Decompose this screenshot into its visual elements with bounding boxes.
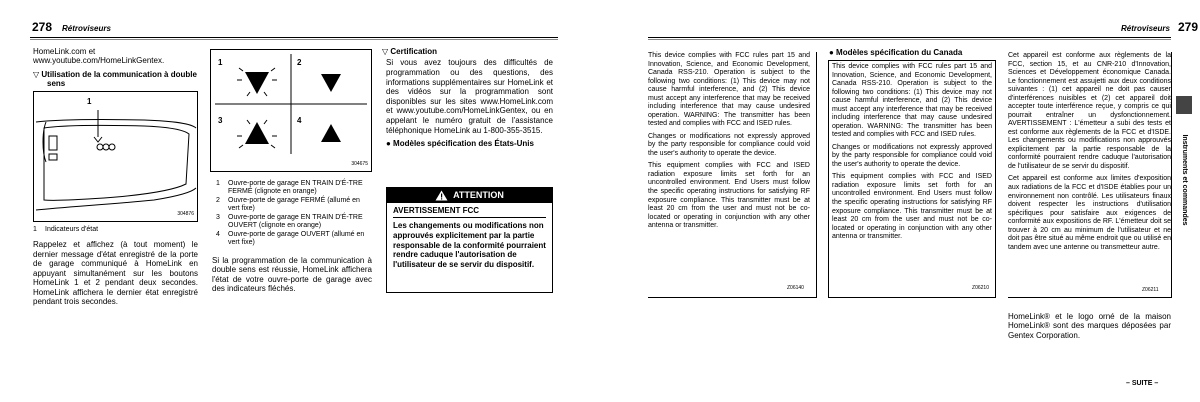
grid-label-1: 1: [218, 58, 223, 67]
legend-item: 4 Ouvre-porte de garage OUVERT (allumé en vert fixe): [216, 230, 365, 246]
isde-french-statement: [1008, 52, 1171, 256]
fcc-us-box-right: [816, 52, 817, 298]
mirror-figure: [33, 91, 198, 222]
recall-status-paragraph: Rappelez et affichez (à tout moment) le dernier message d'état enregistré de la porte de garage communiqué à HomeLink en appuyant simultanément sur les boutons HomeLink 1 et 2 pendant deux secondes. HomeLink affichera le dernier état enregistré pendant trois secondes.: [33, 240, 198, 307]
legend-item: 3 Ouvre-porte de garage EN TRAIN D'É-TRE OUVERT (clignote en orange): [216, 213, 363, 229]
continued-label: – SUITE –: [1126, 380, 1159, 387]
links-text: HomeLink.com et www.youtube.com/HomeLinkGentex.: [33, 47, 165, 66]
section-tab: [1176, 96, 1192, 114]
grid-label-2: 2: [297, 58, 302, 67]
grid-label-4: 4: [297, 116, 302, 125]
right-header-rule-2: [648, 39, 1171, 40]
fcc-ca-figure-code: Z06210: [972, 284, 989, 291]
us-models-heading: ● Modèles spécification des États-Unis: [386, 139, 534, 149]
status-arrows-grid: [211, 50, 371, 171]
mirror-caption-text: Indicateurs d'état: [45, 226, 99, 233]
fcc-ca-paragraph-1: This device complies with FCC rules part 15 and Innovation, Science, and Economic Development, Canada RSS-210. Operation is subject to the following two conditions: (1) This device may not cause harmful interference, and (2) This device must accept any interference that may be received including interference that may cause undesired operation. WARNING: The transmitter has been tested and complies with FCC and ISED rules.: [832, 63, 992, 139]
mirror-caption-number: 1: [33, 226, 37, 233]
fcc-us-paragraph-3: This equipment complies with FCC and ISED radiation exposure limits set forth for an uncontrolled environment. End Users must follow the specific operating instructions for satisfying RF exposure compliance. This transmitter must be at least 20 cm from the user and must not be co-located or operating in conjunction with any other antenna or transmitter.: [648, 162, 810, 230]
fcc-us-figure-code: Z06140: [787, 285, 804, 291]
left-page-header: Rétroviseurs: [62, 24, 111, 33]
fcc-canada-statement: [828, 60, 996, 298]
attention-header: [387, 188, 552, 203]
warning-icon: [435, 190, 448, 201]
status-legend: [216, 180, 372, 248]
legend-item: 1 Ouvre-porte de garage EN TRAIN D'É-TRE FERMÉ (clignote en orange): [216, 180, 363, 195]
isde-box-right: [1171, 52, 1172, 297]
certification-subheading: ▽ Certification: [382, 47, 438, 56]
fcc-ca-paragraph-2: Changes or modifications not expressly approved by the party responsible for compliance could void the user's authority to operate the device.: [832, 143, 992, 168]
trademark-notice: HomeLink® et le logo orné de la maison HomeLink® sont des marques déposées par Gentex Corporation.: [1008, 312, 1171, 340]
isde-paragraph-1: Cet appareil est conforme aux règlements de la FCC, section 15, et au CNR-210 d'Innovation, Sciences et Développement économique Canada. Le fonctionnement est assujetti aux deux conditions suivantes : (1) cet appareil ne doit pas causer d'interférences nuisibles et (2) cet appareil doit accepter toute interférence reçue, y compris ce qui pourrait entraîner un dysfonctionnement. AVERTISSEMENT : L'émetteur a subi des tests et est conforme aux règlements de la FCC et d'ISDE. Les changements ou modifications non approuvés explicitement par la partie responsable de la conformité pourraient rendre caduque l'autorisation de l'utilisateur de se servir du dispositif.: [1008, 52, 1171, 170]
fcc-warning-body: Les changements ou modifications non approuvés explicitement par la partie responsable de la conformité pourraient rendre caduque l'autorisation de l'utilisateur de se servir du dispositif.: [393, 221, 546, 269]
fcc-us-paragraph-1: This device complies with FCC rules part 15 and Innovation, Science, and Economic Development, Canada RSS-210. Operation is subject to the following two conditions: (1) This device may not cause harmful interference, and (2) This device must accept any interference that may be received including interference that may cause undesired operation. WARNING: The transmitter has been tested and complies with FCC and ISED rules.: [648, 52, 810, 128]
canada-models-heading: ● Modèles spécification du Canada: [829, 48, 963, 57]
grid-label-3: 3: [218, 116, 223, 125]
fcc-us-paragraph-2: Changes or modifications not expressly approved by the party responsible for compliance could void the user's authority to operate the device.: [648, 132, 810, 157]
attention-title: ATTENTION: [453, 190, 504, 201]
attention-box: [386, 187, 553, 293]
certification-paragraph: Si vous avez toujours des difficultés de programmation ou des questions, des informations supplémentaires sur HomeLink et des vidéos sur la programmation sont disponibles sur les sites www.HomeLink.com et www.youtube.com/HomeLinkGentex, ou en appelant le numéro gratuit de l'assistance téléphonique HomeLink au 1-800-355-3515.: [386, 58, 553, 135]
left-page-number: 278: [32, 20, 53, 34]
two-way-success-paragraph: Si la programmation de la communication à double sens est réussie, HomeLink affichera l'état de votre ouvre-porte de garage avec des indicateurs fléchés.: [212, 256, 372, 294]
right-page-header: Rétroviseurs: [1121, 24, 1170, 33]
fcc-ca-paragraph-3: This equipment complies with FCC and ISED radiation exposure limits set forth for an uncontrolled environment. End Users must follow the specific operating instructions for satisfying RF exposure compliance. This transmitter must be at least 20 cm from the user and must not be co-located or operating in conjunction with any other antenna or transmitter.: [832, 173, 992, 241]
isde-figure-code: Z06211: [1142, 287, 1159, 293]
left-col-1: [33, 47, 198, 89]
side-tab-label: [1177, 116, 1191, 244]
callout-1-label: 1: [87, 97, 92, 106]
fcc-us-statement: [648, 52, 810, 235]
left-col-3: [382, 47, 553, 149]
isde-paragraph-2: Cet appareil est conforme aux limites d'exposition aux radiations de la FCC et d'ISDE établies pour un environnement non contrôlé. Les utilisateurs finaux doivent respecter les instructions d'utilisation spécifiques pour satisfaire aux exigences de conformité aux expositions de RF. L'émetteur doit se trouver à 20 cm au minimum de l'utilisateur et ne doit pas être situé au même endroit que ou utilisé en tandem avec une antenne ou transmetteur autre.: [1008, 175, 1171, 251]
fcc-us-box-bottom: [648, 297, 817, 298]
status-figure-code: 304675: [351, 161, 368, 168]
status-indicator-figure: [210, 49, 372, 172]
mirror-figure-code: 304876: [177, 211, 194, 218]
legend-item: 2 Ouvre-porte de garage FERMÉ (allumé en vert fixe): [216, 196, 360, 212]
mirror-illustration: [34, 92, 197, 221]
right-page-number: 279: [1178, 20, 1199, 34]
mirror-caption: [33, 226, 198, 235]
isde-box-bottom: [1008, 297, 1172, 298]
two-way-subheading: ▽ Utilisation de la communication à double sens: [33, 69, 197, 89]
left-header-rule-2: [30, 39, 558, 40]
side-tab-text: Instruments et commandes: [1181, 134, 1188, 226]
fcc-warning-title: AVERTISSEMENT FCC: [393, 206, 546, 218]
